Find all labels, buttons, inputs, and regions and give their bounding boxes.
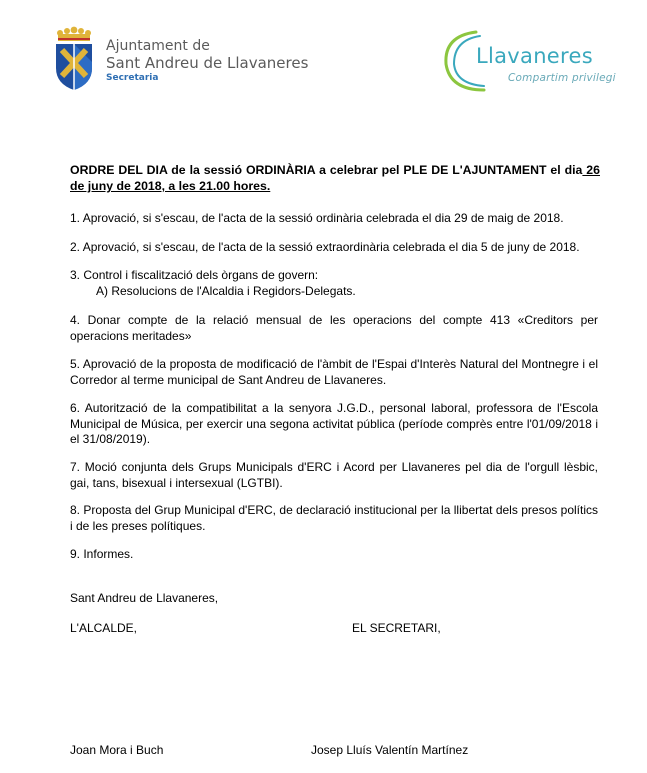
agenda-item-2 [70,240,598,256]
agenda-item-6 [70,401,598,448]
agenda-item-7 [70,460,598,491]
brand-slogan: Compartim privilegi [508,72,616,84]
agenda-item-number: 8. [70,503,81,517]
agenda-item-number: 9. [70,547,81,561]
llavaneres-brand-logo [440,28,620,98]
secretary-name: Josep Lluís Valentín Martínez [311,743,469,757]
department-label: Secretaria [106,73,159,83]
agenda-item-number: 1. [70,211,81,225]
municipal-crest-icon [52,26,96,92]
agenda-item-1 [70,211,598,227]
agenda-item-number: 6. [70,401,81,415]
agenda-item-number: 5. [70,357,81,371]
agenda-item-5 [70,357,598,388]
mayor-role: L'ALCALDE, [70,621,137,635]
agenda-item-text: Informes. [80,547,134,561]
agenda-item-text: Donar compte de la relació mensual de les operacions del compte 413 «Creditors per operacions meritades» [70,313,598,343]
ajuntament-line1: Ajuntament de [106,38,210,54]
agenda-item-3 [70,268,598,299]
agenda-item-text: Aprovació, si s'escau, de l'acta de la sessió ordinària celebrada el dia 29 de maig de 2018. [80,211,564,225]
secretary-role: EL SECRETARI, [352,621,441,635]
agenda-item-number: 7. [70,460,81,474]
brand-name: Llavaneres [476,44,593,68]
agenda-item-9 [70,547,598,563]
agenda-item-4 [70,313,598,344]
ajuntament-wordmark [106,38,308,84]
agenda-item-8 [70,503,598,534]
agenda-item-text: Aprovació de la proposta de modificació de l'àmbit de l'Espai d'Interès Natural del Montnegre i el Corredor al terme municipal de Sant Andreu de Llavaneres. [70,357,598,387]
agenda-item-text: Control i fiscalització dels òrgans de govern: [80,268,319,282]
agenda-item-text: Aprovació, si s'escau, de l'acta de la sessió extraordinària celebrada el dia 5 de juny de 2018. [80,240,580,254]
agenda-title-main: ORDRE DEL DIA de la sessió ORDINÀRIA a celebrar pel PLE DE L'AJUNTAMENT el dia [70,163,583,177]
ajuntament-line2: Sant Andreu de Llavaneres [106,54,309,72]
agenda-item-number: 2. [70,240,81,254]
closing-place: Sant Andreu de Llavaneres, [70,591,219,605]
agenda-title-date: 26 de juny de 2018, a les 21.00 hores. [70,163,600,193]
agenda-item-number: 4. [70,313,81,327]
agenda-subitem: A) Resolucions de l'Alcaldia i Regidors-Delegats. [96,283,356,298]
ajuntament-logo [52,26,312,96]
agenda-item-text: Proposta del Grup Municipal d'ERC, de declaració institucional per la llibertat dels presos polítics i de les preses polítiques. [70,503,598,533]
agenda-item-number: 3. [70,268,81,282]
agenda-item-text: Autorització de la compatibilitat a la senyora J.G.D., personal laboral, professora de l'Escola Municipal de Música, per exercir una segona activitat pública (període comprès entre l'01/09/2018 i el 31/08/2019). [70,401,598,446]
mayor-name: Joan Mora i Buch [70,743,164,757]
agenda-item-text: Moció conjunta dels Grups Municipals d'ERC i Acord per Llavaneres pel dia de l'orgull lèsbic, gai, tans, bisexual i intersexual (LGTBI). [70,460,598,490]
agenda-title [70,162,600,194]
